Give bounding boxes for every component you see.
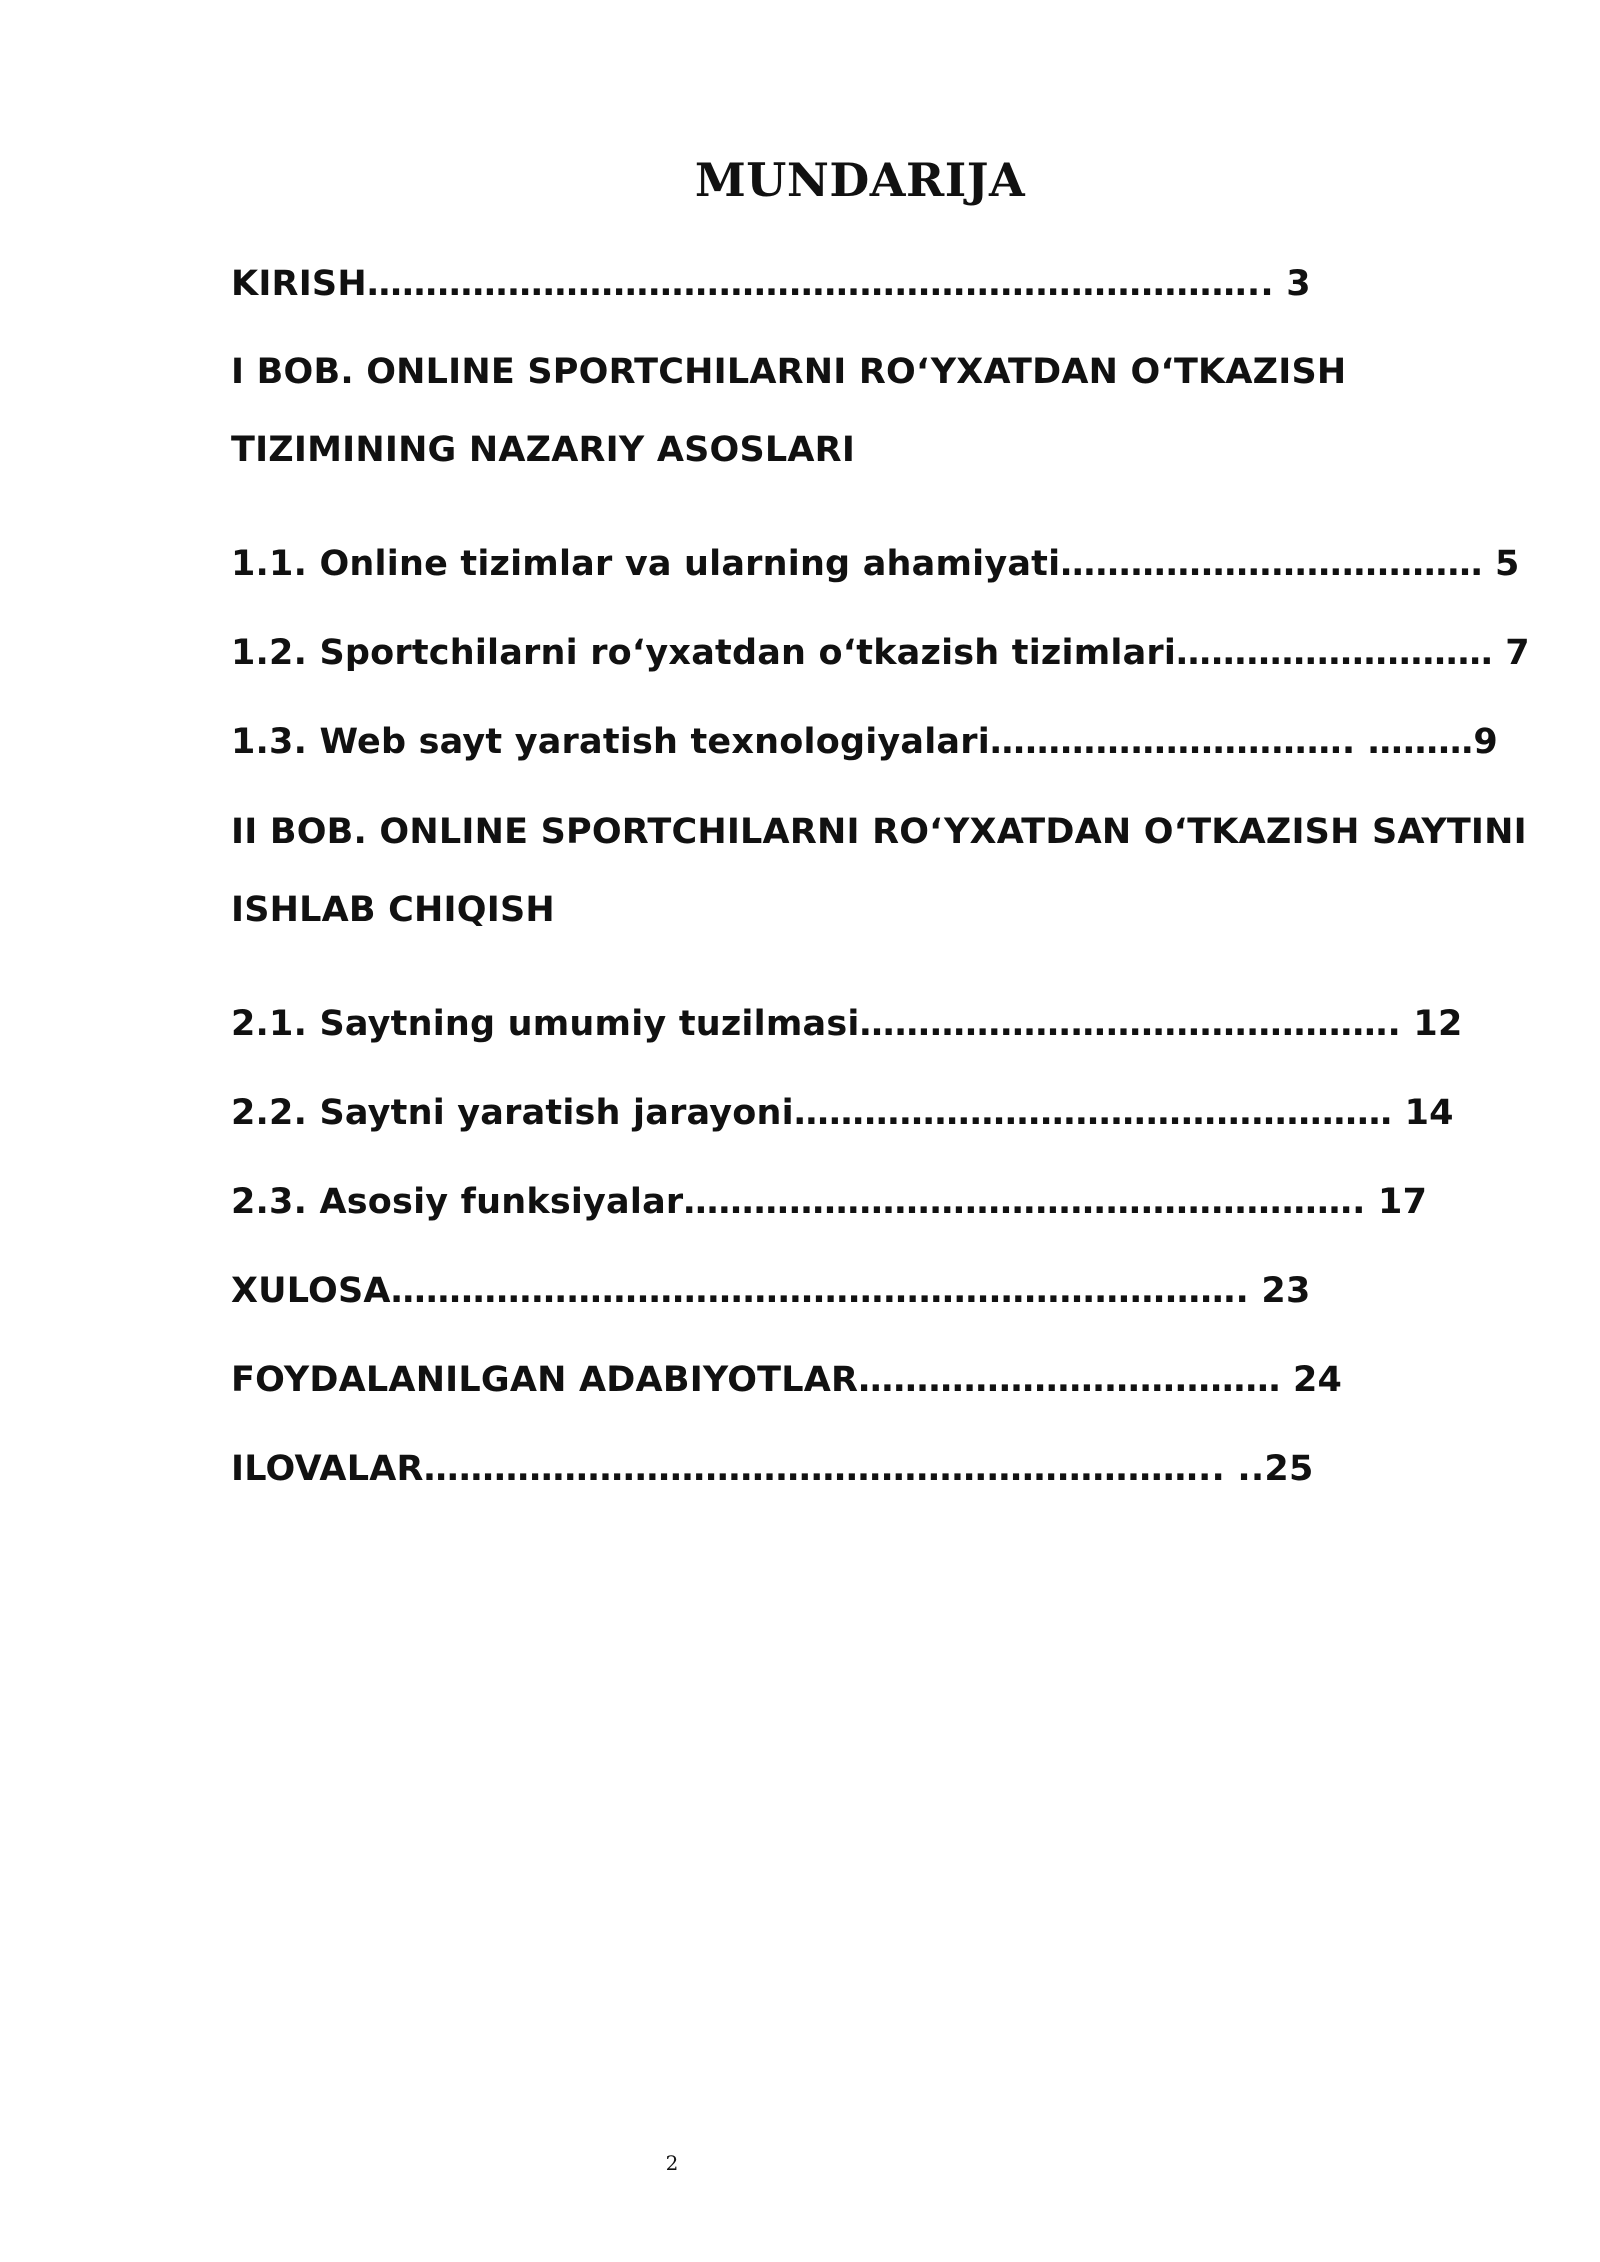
toc-entry-1-3: 1.3. Web sayt yaratish texnologiyalari…………………………. ………9 (231, 722, 1498, 762)
page-number: 2 (665, 2151, 679, 2175)
toc-entry-kirish: KIRISH………………………………………………………………….. 3 (231, 264, 1311, 304)
toc-chapter-1-heading-line-1: I BOB. ONLINE SPORTCHILARNI RO‘YXATDAN O‘TKAZISH (231, 352, 1347, 392)
toc-entry-2-2: 2.2. Saytni yaratish jarayoni…………………………………………… 14 (231, 1093, 1454, 1133)
toc-entry-1-2: 1.2. Sportchilarni ro‘yxatdan o‘tkazish tizimlari……………………… 7 (231, 633, 1530, 673)
toc-entry-2-3: 2.3. Asosiy funksiyalar…………………………………………………. 17 (231, 1182, 1428, 1222)
toc-entry-ilovalar: ILOVALAR………………………………………………………….. ..25 (231, 1449, 1314, 1489)
toc-entry-1-1: 1.1. Online tizimlar va ularning ahamiyati……………………………… 5 (231, 544, 1520, 584)
toc-chapter-2-heading-line-1: II BOB. ONLINE SPORTCHILARNI RO‘YXATDAN O‘TKAZISH SAYTINI (231, 812, 1527, 852)
toc-chapter-1-heading-line-2: TIZIMINING NAZARIY ASOSLARI (231, 430, 856, 470)
toc-entry-adabiyotlar: FOYDALANILGAN ADABIYOTLAR……………………………… 24 (231, 1360, 1343, 1400)
page-title: MUNDARIJA (694, 153, 1026, 207)
toc-chapter-2-heading-line-2: ISHLAB CHIQISH (231, 890, 555, 930)
toc-entry-2-1: 2.1. Saytning umumiy tuzilmasi………………………………………. 12 (231, 1004, 1463, 1044)
toc-entry-xulosa: XULOSA………………………………………………………………. 23 (231, 1271, 1311, 1311)
